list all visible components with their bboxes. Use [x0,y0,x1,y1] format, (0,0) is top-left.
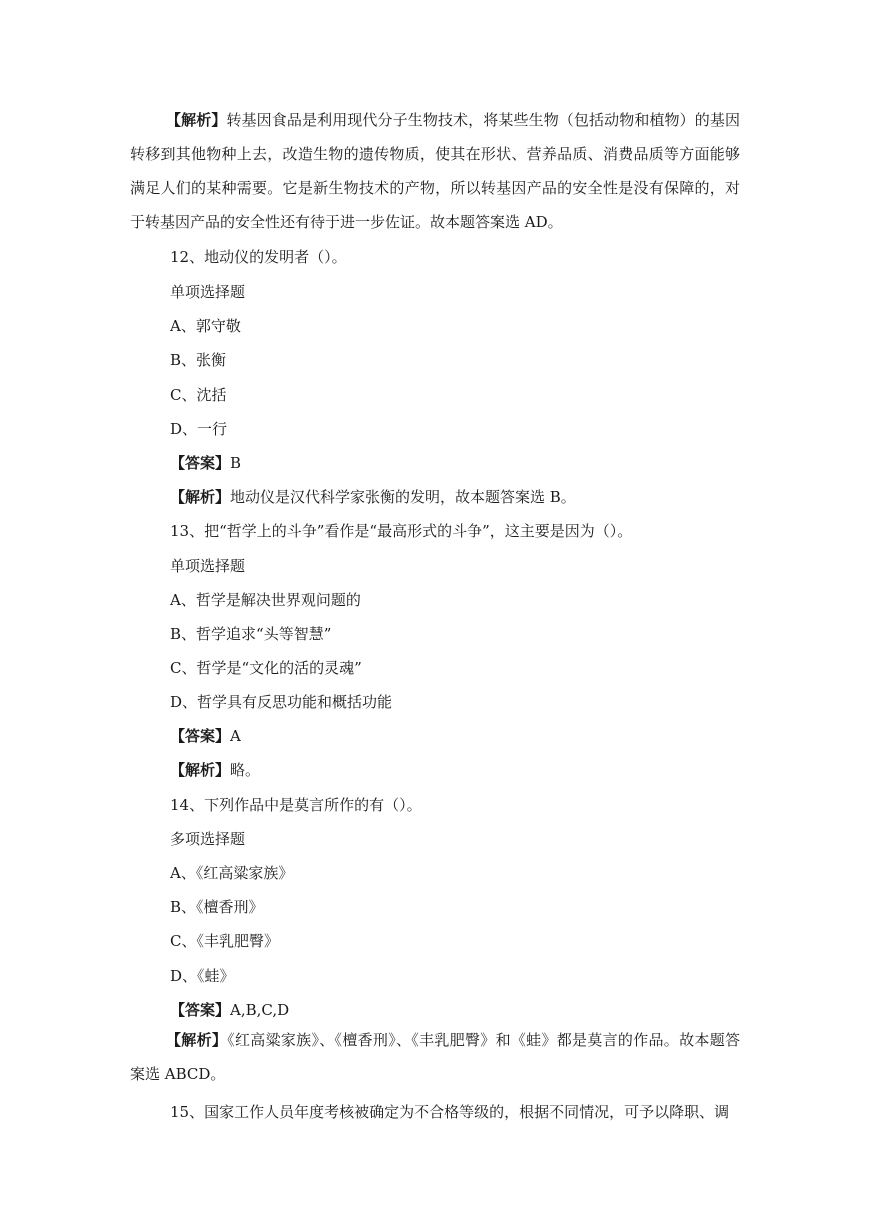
q14-option-d: D、《蛙》 [170,967,235,985]
analysis-label: 【解析】 [170,761,231,779]
analysis-label: 【解析】 [166,111,227,129]
q13-option-d: D、哲学具有反思功能和概括功能 [170,693,393,711]
q14-analysis [130,1023,740,1091]
q13-option-c: C、哲学是“文化的活的灵魂” [170,659,362,677]
q13-question: 13、把“哲学上的斗争”看作是“最高形式的斗争”，这主要是因为（）。 [170,522,633,540]
analysis-text: 略。 [230,761,261,779]
answer-label: 【答案】 [170,1001,231,1019]
q12-answer [170,453,241,473]
q14-question: 14、下列作品中是莫言所作的有（）。 [170,796,422,814]
q12-option-a: A、郭守敬 [170,317,241,335]
analysis-text: 地动仪是汉代科学家张衡的发明，故本题答案选 B。 [230,488,576,506]
answer-value: B [230,454,242,472]
answer-value: A,B,C,D [230,1001,290,1019]
analysis-text: 《红高粱家族》、《檀香刑》、《丰乳肥臀》和《蛙》都是莫言的作品。故本题答案选 ABCD。 [130,1031,740,1083]
analysis-label: 【解析】 [170,488,231,506]
q12-question: 12、地动仪的发明者（）。 [170,248,347,266]
q13-type: 单项选择题 [170,557,246,575]
q13-analysis [170,760,260,780]
q14-answer [170,1000,289,1020]
q13-answer [170,726,241,746]
answer-value: A [230,727,241,745]
q13-option-b: B、哲学追求“头等智慧” [170,625,332,643]
q14-option-a: A、《红高粱家族》 [170,864,294,882]
q12-type: 单项选择题 [170,283,246,301]
q11-analysis [130,103,740,239]
q12-option-b: B、张衡 [170,351,227,369]
answer-label: 【答案】 [170,454,231,472]
q12-analysis [170,487,576,507]
q14-type: 多项选择题 [170,830,246,848]
q13-option-a: A、哲学是解决世界观问题的 [170,591,361,609]
analysis-label: 【解析】 [166,1031,228,1049]
q14-option-b: B、《檀香刑》 [170,898,264,916]
q14-option-c: C、《丰乳肥臀》 [170,932,279,950]
q15-question: 15、国家工作人员年度考核被确定为不合格等级的，根据不同情况，可予以降职、调 [170,1103,730,1121]
answer-label: 【答案】 [170,727,231,745]
analysis-text: 转基因食品是利用现代分子生物技术，将某些生物（包括动物和植物）的基因转移到其他物种上去，改造生物的遗传物质，使其在形状、营养品质、消费品质等方面能够满足人们的某种需要。它是新生物技术的产物，所以转基因产品的安全性是没有保障的，对于转基因产品的安全性还有待于进一步佐证。故本题答案选 AD。 [130,111,740,231]
q12-option-c: C、沈括 [170,386,227,404]
q12-option-d: D、一行 [170,420,228,438]
